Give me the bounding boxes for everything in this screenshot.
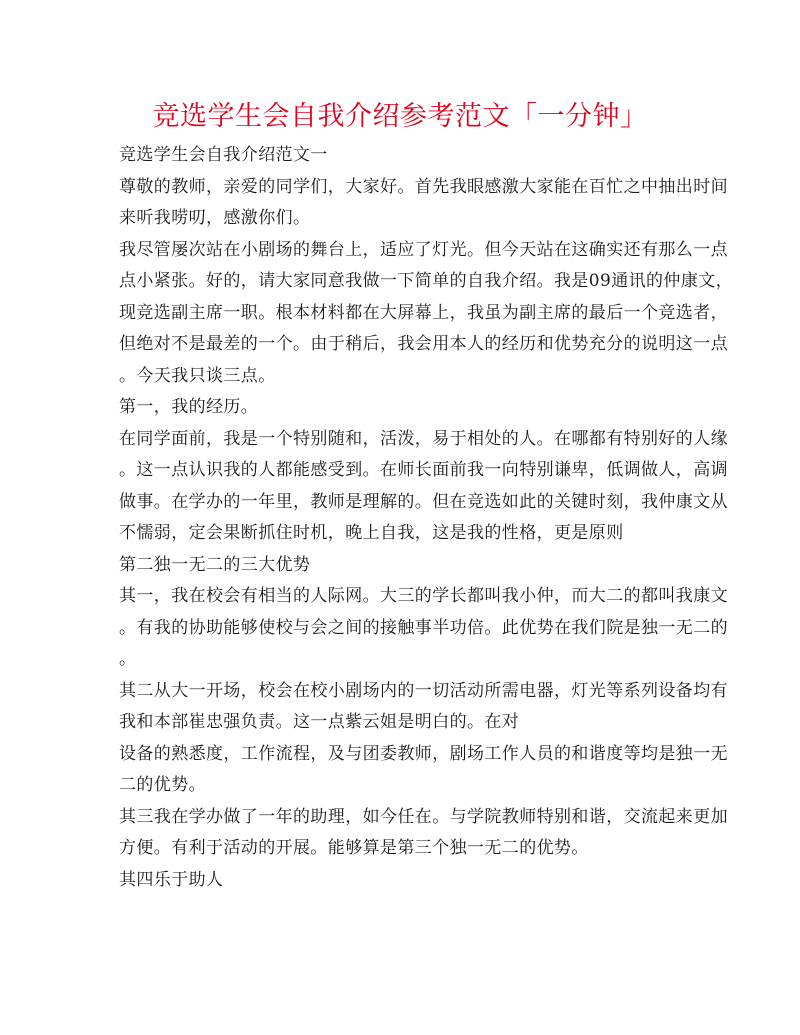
paragraph-line: 第一，我的经历。 [119, 397, 259, 417]
paragraph-line: 方便。有利于活动的开展。能够算是第三个独一无二的优势。 [119, 838, 589, 858]
paragraph-line: 。这一点认识我的人都能感受到。在师长面前我一向特别谦卑，低调做人，高调 [119, 460, 728, 480]
paragraph-line: 我和本部崔忠强负责。这一点紫云姐是明白的。在对 [119, 712, 520, 732]
paragraph-line: 二的优势。 [119, 775, 206, 795]
paragraph-line: 其三我在学办做了一年的助理，如今任在。与学院教师特别和谐，交流起来更加 [119, 806, 728, 827]
paragraph-line: 。今天我只谈三点。 [119, 365, 276, 386]
paragraph-line: 但绝对不是最差的一个。由于稍后，我会用本人的经历和优势充分的说明这一点 [119, 334, 728, 354]
paragraph-line: 来听我唠叨，感激你们。 [119, 208, 311, 228]
paragraph-line: 。 [119, 649, 137, 669]
paragraph-line: 现竞选副主席一职。根本材料都在大屏幕上，我虽为副主席的最后一个竞选者， [119, 302, 728, 323]
paragraph-line: 在同学面前，我是一个特别随和，活泼，易于相处的人。在哪都有特别好的人缘 [119, 428, 728, 449]
paragraph-line: 不懦弱，定会果断抓住时机，晚上自我，这是我的性格，更是原则 [119, 523, 624, 543]
paragraph-line: 其四乐于助人 [119, 869, 224, 890]
document-title: 竞选学生会自我介绍参考范文「一分钟」 [152, 101, 648, 132]
paragraph-line: 点小紧张。好的，请大家同意我做一下简单的自我介绍。我是09通讯的仲康文， [119, 271, 734, 291]
paragraph-line: 。有我的协助能够使校与会之间的接触事半功倍。此优势在我们院是独一无二的 [119, 617, 728, 638]
paragraph-line: 设备的熟悉度，工作流程，及与团委教师，剧场工作人员的和谐度等均是独一无 [119, 743, 728, 764]
paragraph-line: 做事。在学办的一年里，教师是理解的。但在竞选如此的关键时刻，我仲康文从 [119, 491, 728, 512]
paragraph-line: 其一，我在校会有相当的人际网。大三的学长都叫我小仲，而大二的都叫我康文 [119, 586, 728, 606]
paragraph-line: 其二从大一开场，校会在校小剧场内的一切活动所需电器，灯光等系列设备均有 [119, 680, 728, 701]
paragraph-line: 我尽管屡次站在小剧场的舞台上，适应了灯光。但今天站在这确实还有那么一点 [119, 239, 728, 260]
document-body [119, 140, 734, 896]
paragraph-line: 竞选学生会自我介绍范文一 [119, 145, 328, 165]
paragraph-line: 第二独一无二的三大优势 [119, 554, 311, 575]
paragraph-line: 尊敬的教师，亲爱的同学们，大家好。首先我眼感激大家能在百忙之中抽出时间 [119, 176, 728, 197]
